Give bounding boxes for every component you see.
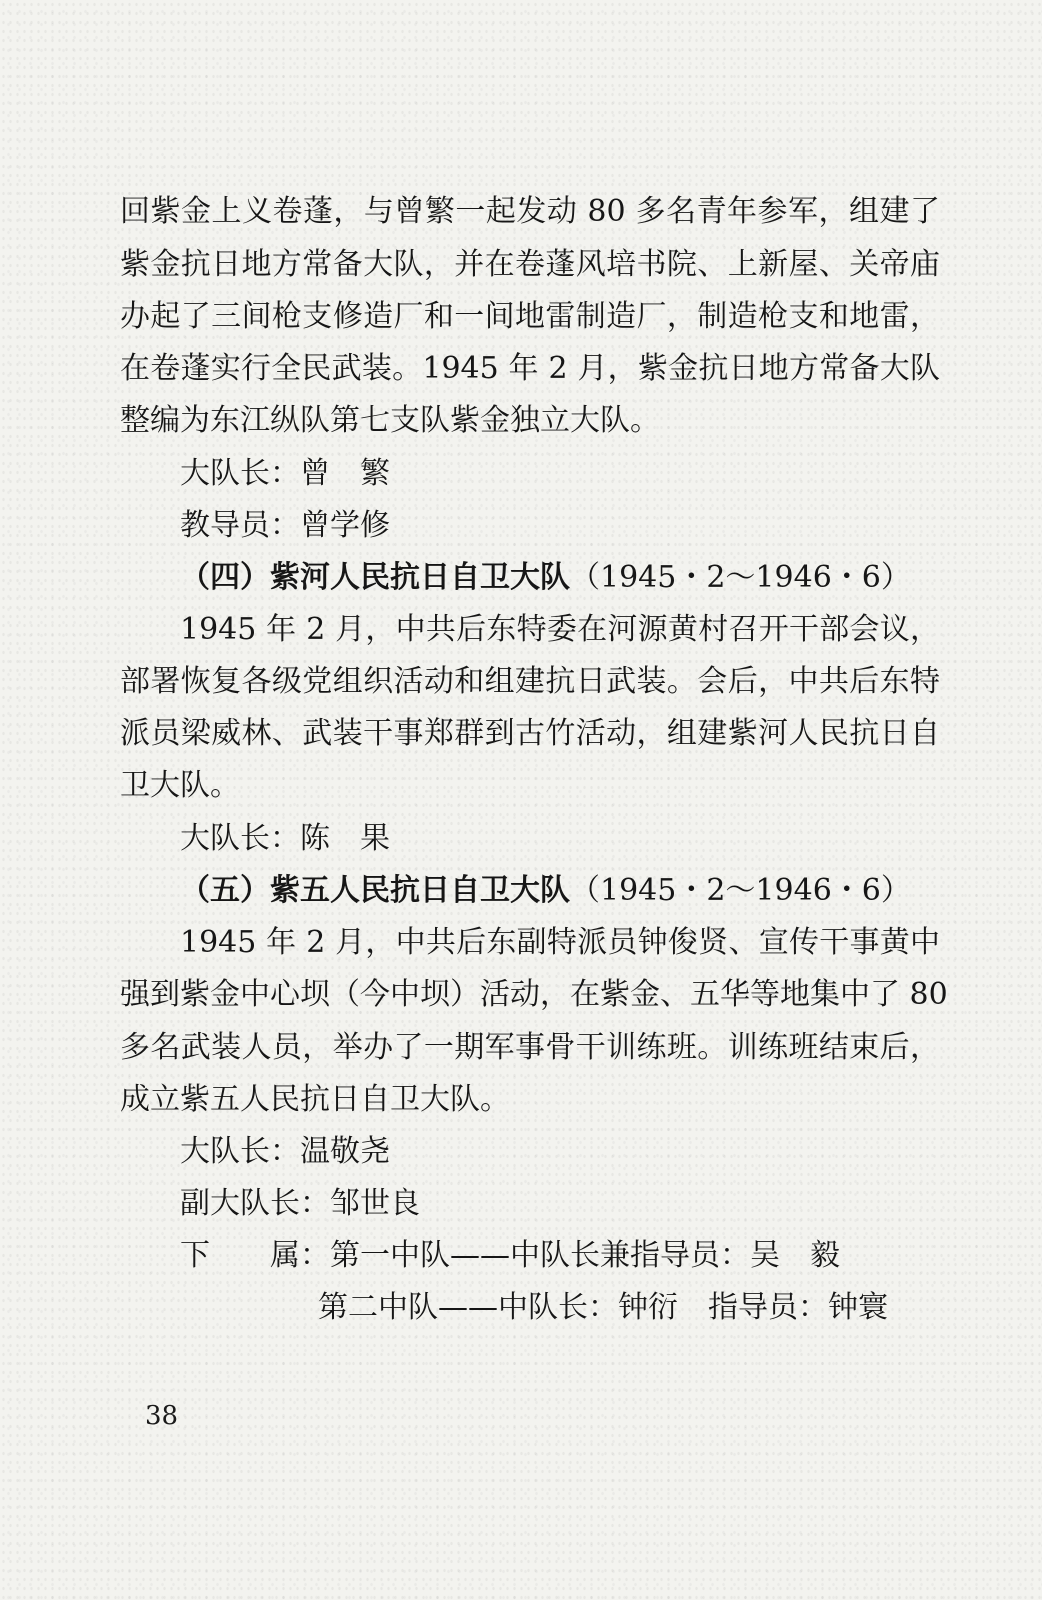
paragraph-line: 成立紫五人民抗日自卫大队。 (120, 1082, 510, 1117)
section-heading (180, 558, 940, 598)
paragraph-line: 多名武装人员，举办了一期军事骨干训练班。训练班结束后， (120, 1030, 940, 1065)
subordinate-line: 下 属：第一中队——中队长兼指导员：吴 毅 (180, 1238, 840, 1273)
section-heading (180, 871, 940, 911)
staff-line: 副大队长：邹世良 (180, 1186, 420, 1221)
paragraph-line: 办起了三间枪支修造厂和一间地雷制造厂，制造枪支和地雷， (120, 299, 940, 334)
staff-line: 教导员：曾学修 (180, 508, 390, 543)
staff-line: 大队长：温敬尧 (180, 1134, 390, 1169)
paragraph-line: 部署恢复各级党组织活动和组建抗日武装。会后，中共后东特 (120, 664, 940, 699)
paragraph-line: 卫大队。 (120, 768, 240, 803)
paragraph-line: 在卷蓬实行全民武装。1945 年 2 月，紫金抗日地方常备大队 (120, 351, 940, 386)
section-title: （五）紫五人民抗日自卫大队 (180, 873, 570, 908)
section-title: （四）紫河人民抗日自卫大队 (180, 560, 570, 595)
paragraph-line: 回紫金上义卷蓬，与曾繁一起发动 80 多名青年参军，组建了 (120, 194, 940, 229)
section-dates: （1945・2～1946・6） (570, 560, 911, 595)
paragraph-line: 1945 年 2 月，中共后东特委在河源黄村召开干部会议， (180, 612, 940, 647)
paragraph-line: 整编为东江纵队第七支队紫金独立大队。 (120, 403, 660, 438)
page-number: 38 (145, 1401, 179, 1431)
section-dates: （1945・2～1946・6） (570, 873, 911, 908)
staff-line: 大队长：曾 繁 (180, 456, 390, 491)
paragraph-line: 派员梁威林、武装干事郑群到古竹活动，组建紫河人民抗日自 (120, 716, 940, 751)
paragraph-line: 紫金抗日地方常备大队，并在卷蓬风培书院、上新屋、关帝庙 (120, 247, 940, 282)
paragraph-line: 强到紫金中心坝（今中坝）活动，在紫金、五华等地集中了 80 (120, 977, 948, 1012)
staff-line: 大队长：陈 果 (180, 821, 390, 856)
paragraph-line: 1945 年 2 月，中共后东副特派员钟俊贤、宣传干事黄中 (180, 925, 940, 960)
subordinate-line: 第二中队——中队长：钟衍 指导员：钟寰 (318, 1290, 888, 1325)
